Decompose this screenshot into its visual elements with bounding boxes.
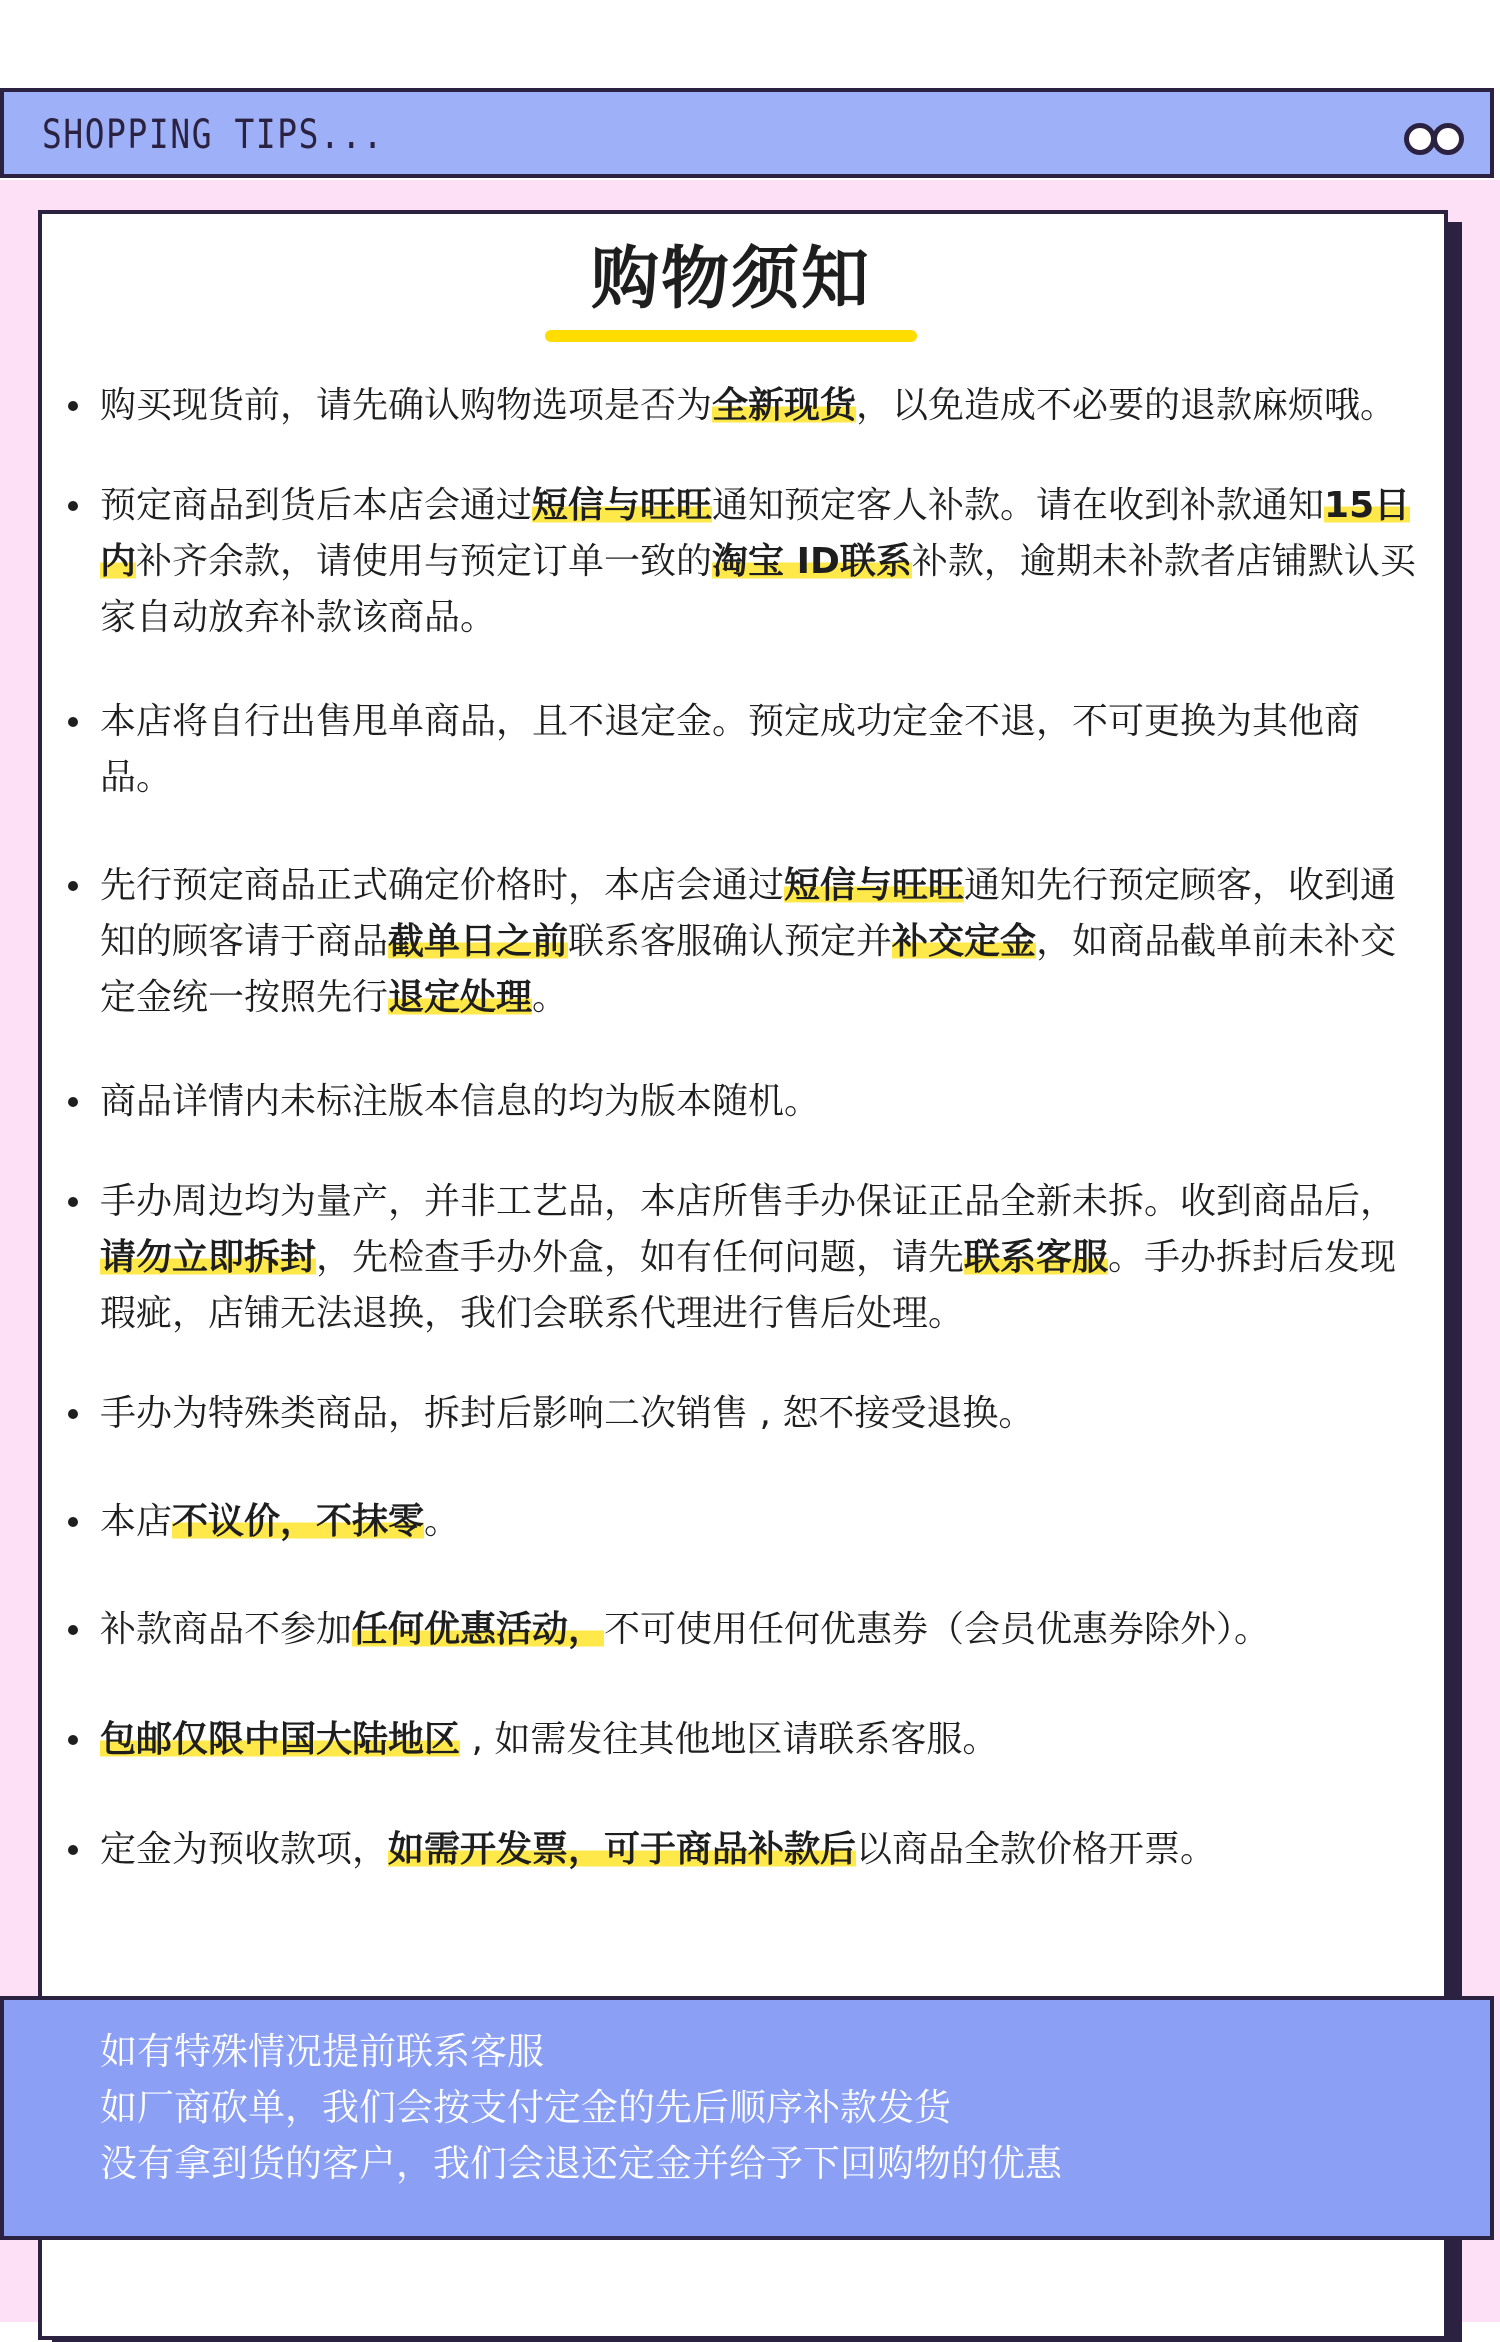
tips-list <box>62 378 1422 1878</box>
tip-text: 本店 <box>100 1501 173 1542</box>
tip-item <box>62 1074 1422 1130</box>
bullet-icon <box>68 1197 78 1207</box>
tip-item <box>62 694 1422 806</box>
tip-item <box>62 1822 1422 1878</box>
tip-text: , 如需发往其他地区请联系客服。 <box>460 1719 999 1760</box>
tip-text: 。 <box>424 1501 461 1542</box>
two-circles-icon <box>1404 123 1464 151</box>
highlight-text: 短信与旺旺 <box>532 485 713 526</box>
bullet-icon <box>68 1845 78 1855</box>
bullet-icon <box>68 1735 78 1745</box>
highlight-text: 退定处理 <box>388 977 533 1018</box>
highlight-text: 全新现货 <box>712 385 857 426</box>
circle-icon <box>1432 123 1464 155</box>
tip-item <box>62 858 1422 1026</box>
banner-line: 如有特殊情况提前联系客服 <box>100 2030 544 2073</box>
tip-item <box>62 378 1422 434</box>
title-underline <box>545 330 917 342</box>
tip-text: 补款商品不参加 <box>100 1609 353 1650</box>
bullet-icon <box>68 401 78 411</box>
tip-text: 手办周边均为量产，并非工艺品，本店所售手办保证正品全新未拆。收到商品后， <box>100 1181 1397 1222</box>
highlight-text: 任何优惠活动， <box>352 1609 605 1650</box>
bullet-icon <box>68 501 78 511</box>
tip-text: 通知先行预定顾客，收到通知的顾客请于商品 <box>100 865 1397 962</box>
bullet-icon <box>68 1097 78 1107</box>
header-bar <box>0 88 1494 178</box>
highlight-text: 15日内 <box>100 485 1411 582</box>
tip-text: ，以免造成不必要的退款麻烦哦。 <box>856 385 1397 426</box>
highlight-text: 截单日之前 <box>388 921 569 962</box>
tip-text: 补齐余款，请使用与预定订单一致的 <box>136 541 713 582</box>
tip-item <box>62 1494 1422 1550</box>
highlight-text: 补交定金 <box>892 921 1037 962</box>
tip-text: 以商品全款价格开票。 <box>856 1829 1217 1870</box>
tip-item <box>62 1386 1422 1442</box>
tip-text: 商品详情内未标注版本信息的均为版本随机。 <box>100 1081 821 1122</box>
bullet-icon <box>68 1517 78 1527</box>
highlight-text: 不议价，不抹零 <box>172 1501 425 1542</box>
bullet-icon <box>68 881 78 891</box>
highlight-text: 如需开发票，可于商品补款后 <box>388 1829 857 1870</box>
header-title: SHOPPING TIPS... <box>42 112 385 158</box>
highlight-text: 包邮仅限中国大陆地区 <box>100 1719 461 1760</box>
tip-text: 不可使用任何优惠券（会员优惠券除外）。 <box>604 1609 1271 1650</box>
tip-item <box>62 478 1422 646</box>
banner-line: 如厂商砍单，我们会按支付定金的先后顺序补款发货 <box>100 2086 951 2129</box>
highlight-text: 请勿立即拆封 <box>100 1237 317 1278</box>
tip-text: 。 <box>532 977 569 1018</box>
tip-text: 。手办拆封后发现瑕疵，店铺无法退换，我们会联系代理进行售后处理。 <box>100 1237 1397 1334</box>
page-title: 购物须知 <box>590 240 871 319</box>
notice-banner <box>0 1996 1494 2240</box>
highlight-text: 短信与旺旺 <box>784 865 965 906</box>
tip-text: ，如商品截单前未补交定金统一按照先行 <box>100 921 1397 1018</box>
tip-text: 本店将自行出售甩单商品，且不退定金。预定成功定金不退，不可更换为其他商品。 <box>100 701 1361 798</box>
tip-text: 定金为预收款项， <box>100 1829 389 1870</box>
tip-item <box>62 1602 1422 1658</box>
tip-item <box>62 1712 1422 1768</box>
banner-line: 没有拿到货的客户，我们会退还定金并给予下回购物的优惠 <box>100 2142 1062 2185</box>
tip-text: 补款，逾期未补款者店铺默认买家自动放弃补款该商品。 <box>100 541 1416 638</box>
tip-text: 手办为特殊类商品，拆封后影响二次销售 , 恕不接受退换。 <box>100 1393 1035 1434</box>
tip-text: ，先检查手办外盒，如有任何问题，请先 <box>316 1237 965 1278</box>
tip-text: 通知预定客人补款。请在收到补款通知 <box>712 485 1325 526</box>
tip-item <box>62 1174 1422 1342</box>
tip-text: 联系客服确认预定并 <box>568 921 893 962</box>
tip-text: 预定商品到货后本店会通过 <box>100 485 533 526</box>
tip-text: 先行预定商品正式确定价格时，本店会通过 <box>100 865 785 906</box>
bullet-icon <box>68 1409 78 1419</box>
highlight-text: 淘宝 ID联系 <box>712 541 912 582</box>
tip-text: 购买现货前，请先确认购物选项是否为 <box>100 385 713 426</box>
highlight-text: 联系客服 <box>964 1237 1109 1278</box>
bullet-icon <box>68 717 78 727</box>
bullet-icon <box>68 1625 78 1635</box>
